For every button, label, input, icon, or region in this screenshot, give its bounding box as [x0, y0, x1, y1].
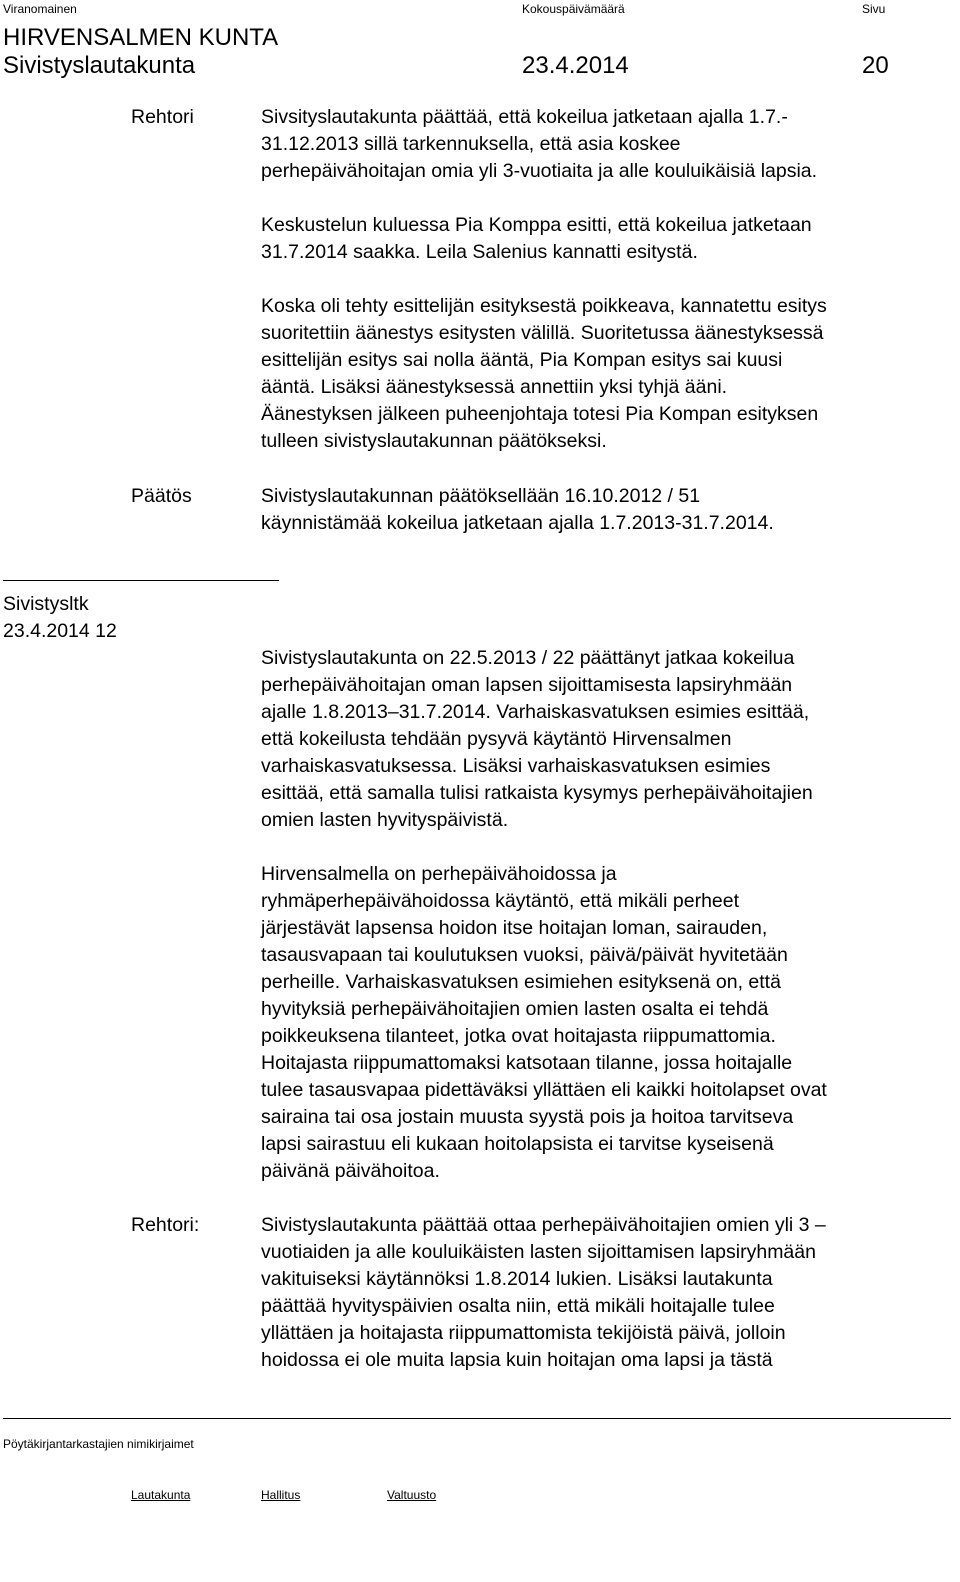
section-divider	[3, 580, 279, 581]
paragraph-proposal: Sivsityslautakunta päättää, että kokeilua jatketaan ajalla 1.7.- 31.12.2013 sillä tarkennuksella, että asia koskee perhepäivähoitajan omia yli 3-vuotiaita ja alle kouluikäisiä lapsia.	[261, 106, 818, 182]
header-label-page: Sivu	[862, 2, 886, 16]
paragraph-background: Sivistyslautakunta on 22.5.2013 / 22 päättänyt jatkaa kokeilua perhepäivähoitajan oman lapsen sijoittamisesta lapsiryhmään ajalle 1.8.2013–31.7.2014. Varhaiskasvatuksen esimies esittää, että kokeilusta tehdään pysyvä käytäntö Hirvensalmen varhaiskasvatuksessa. Lisäksi varhaiskasvatuksen esimies esittää, että samalla tulisi ratkaista kysymys perhepäivähoitajien omien lasten hyvityspäivistä.	[261, 647, 813, 831]
footer-link-lautakunta[interactable]: Lautakunta	[131, 1488, 191, 1502]
municipality-title: HIRVENSALMEN KUNTA	[3, 24, 279, 51]
label-paatos: Päätös	[131, 485, 192, 507]
committee-name: Sivistyslautakunta	[3, 52, 196, 79]
ref-date-paragraph: 23.4.2014 12	[3, 620, 117, 642]
label-rehtori-2: Rehtori:	[131, 1214, 200, 1236]
header-label-viranomainen: Viranomainen	[3, 2, 77, 16]
footer-link-hallitus[interactable]: Hallitus	[261, 1488, 301, 1502]
paragraph-vote: Koska oli tehty esittelijän esityksestä poikkeava, kannatettu esitys suoritettiin äänestys esitysten välillä. Suoritetussa äänestyksessä esittelijän esitys sai nolla ääntä, Pia Kompan esitys sai kuusi ääntä. Lisäksi äänestyksessä annettiin yksi tyhjä ääni. Äänestyksen jälkeen puheenjohtaja totesi Pia Kompan esityksen tulleen sivistyslautakunnan päätökseksi.	[261, 295, 827, 452]
ref-committee: Sivistysltk	[3, 593, 89, 615]
label-rehtori: Rehtori	[131, 106, 194, 128]
footer-signatures-label: Pöytäkirjantarkastajien nimikirjaimet	[3, 1437, 194, 1451]
paragraph-practice: Hirvensalmella on perhepäivähoidossa ja ryhmäperhepäivähoidossa käytäntö, että mikäli perheet järjestävät lapsensa hoidon itse hoitajan loman, sairauden, tasausvapaan tai koulutuksen vuoksi, päivä/päivät hyvitetään perheille. Varhaiskasvatuksen esimiehen esityksenä on, että hyvityksiä perhepäivähoitajien omien lasten osalta ei tehdä poikkeuksena tilanteet, jotka ovat hoitajasta riippumattomia. Hoitajasta riippumattomaksi katsotaan tilanne, jossa hoitajalle tulee tasausvapaa pidettäväksi yllättäen eli kaikki hoitolapset ovat sairaina tai osa jostain muusta syystä pois ja hoitoa tarvitseva lapsi sairastuu eli kukaan hoitolapsista ei tarvitse kyseisenä päivänä päivähoitoa.	[261, 863, 827, 1182]
footer-link-valtuusto[interactable]: Valtuusto	[387, 1488, 437, 1502]
paragraph-resolution: Sivistyslautakunta päättää ottaa perhepäivähoitajien omien yli 3 – vuotiaiden ja alle kouluikäisten lasten sijoittamisen lapsiryhmään vakituiseksi käytännöksi 1.8.2014 lukien. Lisäksi lautakunta päättää hyvityspäivien osalta niin, että mikäli hoitajalle tulee yllättäen ja hoitajasta riippumattomista tekijöistä päivä, jolloin hoidossa ei ole muita lapsia kuin hoitajan oma lapsi ja tästä	[261, 1214, 826, 1371]
paragraph-discussion: Keskustelun kuluessa Pia Komppa esitti, että kokeilua jatketaan 31.7.2014 saakka. Leila Salenius kannatti esitystä.	[261, 214, 812, 263]
paragraph-decision: Sivistyslautakunnan päätöksellään 16.10.2012 / 51 käynnistämää kokeilua jatketaan ajalla 1.7.2013-31.7.2014.	[261, 485, 774, 534]
meeting-date: 23.4.2014	[522, 52, 629, 79]
footer-divider	[3, 1418, 951, 1419]
header-label-date: Kokouspäivämäärä	[522, 2, 625, 16]
page-number: 20	[862, 52, 889, 79]
